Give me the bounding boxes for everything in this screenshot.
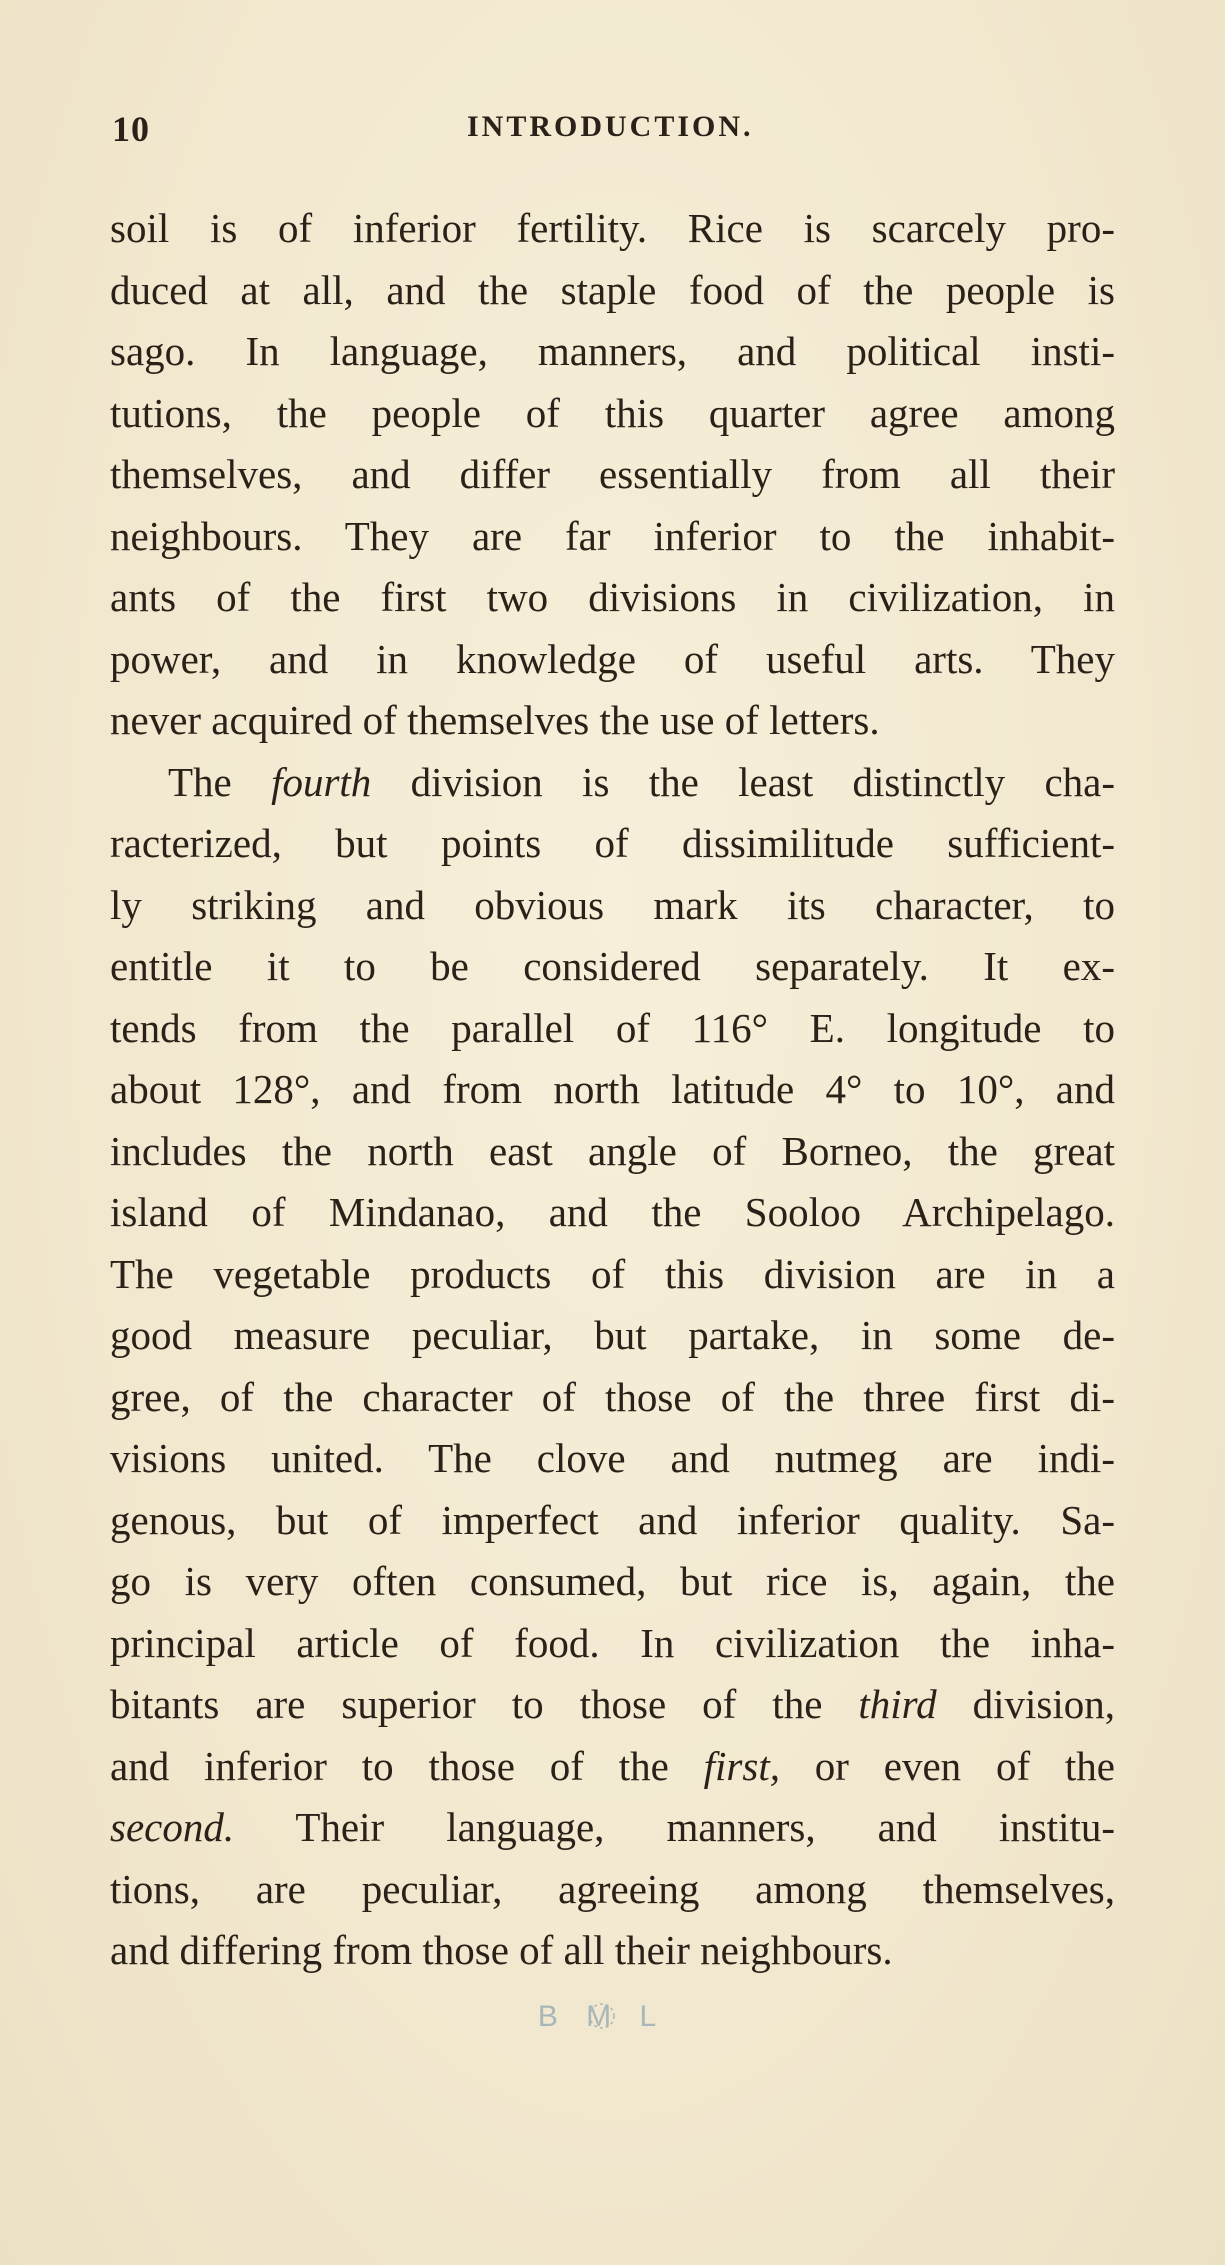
text-segment: principal article of food. In civilization the inha- bbox=[110, 1619, 1115, 1666]
italic-text: second. bbox=[110, 1804, 235, 1850]
text-segment: about 128°, and from north latitude 4° to 10°, and bbox=[110, 1066, 1115, 1112]
text-segment: power, and in knowledge of useful arts. They bbox=[110, 635, 1115, 682]
text-segment: go is very often consumed, but rice is, again, the bbox=[110, 1558, 1115, 1604]
text-segment: tutions, the people of this quarter agree among bbox=[110, 389, 1115, 436]
text-line bbox=[110, 1674, 1115, 1736]
text-segment: division is the least distinctly cha- bbox=[371, 758, 1116, 805]
text-line bbox=[110, 1797, 1115, 1859]
text-line bbox=[110, 1182, 1115, 1244]
text-line bbox=[110, 1121, 1115, 1183]
text-segment: good measure peculiar, but partake, in some de- bbox=[110, 1312, 1115, 1358]
text-line bbox=[110, 260, 1115, 322]
text-segment: never acquired of themselves the use of letters. bbox=[110, 697, 880, 743]
italic-text: first, bbox=[703, 1742, 780, 1789]
italic-text: fourth bbox=[271, 758, 372, 805]
text-line bbox=[110, 383, 1115, 445]
running-head: INTRODUCTION. bbox=[467, 110, 754, 143]
text-segment: visions united. The clove and nutmeg are indi- bbox=[110, 1435, 1115, 1481]
text-line bbox=[110, 752, 1115, 814]
text-segment: The bbox=[168, 758, 272, 805]
text-line bbox=[110, 813, 1115, 875]
text-segment: or even of the bbox=[779, 1742, 1115, 1789]
text-segment: and differing from those of all their neighbours. bbox=[110, 1927, 893, 1973]
text-line bbox=[110, 444, 1115, 506]
text-line bbox=[110, 1736, 1115, 1798]
text-line bbox=[110, 690, 1115, 752]
text-segment: and inferior to those of the bbox=[110, 1742, 704, 1789]
text-segment: includes the north east angle of Borneo, the great bbox=[110, 1127, 1115, 1174]
text-segment: themselves, and differ essentially from all their bbox=[110, 451, 1115, 497]
text-line bbox=[110, 936, 1115, 998]
text-segment: neighbours. They are far inferior to the inhabit- bbox=[110, 512, 1115, 559]
text-segment: Their language, manners, and institu- bbox=[234, 1804, 1115, 1850]
text-segment: ants of the first two divisions in civilization, in bbox=[110, 574, 1115, 620]
text-line bbox=[110, 1613, 1115, 1675]
text-line bbox=[110, 998, 1115, 1060]
text-segment: sago. In language, manners, and political insti- bbox=[110, 328, 1115, 374]
library-stamp bbox=[527, 1978, 677, 2048]
text-segment: gree, of the character of those of the three first di- bbox=[110, 1373, 1115, 1420]
text-segment: division, bbox=[936, 1681, 1115, 1727]
page-number: 10 bbox=[112, 109, 150, 149]
text-line bbox=[110, 629, 1115, 691]
text-line bbox=[110, 1490, 1115, 1552]
text-line bbox=[110, 1059, 1115, 1121]
text-line bbox=[110, 506, 1115, 568]
text-segment: bitants are superior to those of the bbox=[110, 1681, 859, 1727]
text-line bbox=[110, 198, 1115, 260]
text-segment: ly striking and obvious mark its character, to bbox=[110, 881, 1115, 928]
text-segment: entitle it to be considered separately. It ex- bbox=[110, 943, 1115, 989]
text-segment: racterized, but points of dissimilitude sufficient- bbox=[110, 820, 1115, 866]
stamp-text: B M L bbox=[537, 2000, 667, 2033]
text-line bbox=[110, 1551, 1115, 1613]
text-line bbox=[110, 1428, 1115, 1490]
text-line bbox=[110, 567, 1115, 629]
text-line bbox=[110, 1859, 1115, 1921]
text-segment: soil is of inferior fertility. Rice is scarcely pro- bbox=[110, 205, 1115, 251]
text-line bbox=[110, 1920, 1115, 1982]
text-line bbox=[110, 321, 1115, 383]
text-line bbox=[110, 1305, 1115, 1367]
text-segment: tends from the parallel of 116° E. longitude to bbox=[110, 1004, 1115, 1051]
text-segment: duced at all, and the staple food of the people is bbox=[110, 266, 1115, 313]
text-segment: island of Mindanao, and the Sooloo Archipelago. bbox=[110, 1189, 1115, 1235]
body-text bbox=[110, 198, 1115, 1982]
page-header bbox=[112, 108, 1122, 148]
text-segment: The vegetable products of this division are in a bbox=[110, 1250, 1115, 1297]
text-line bbox=[110, 1244, 1115, 1306]
text-line bbox=[110, 875, 1115, 937]
italic-text: third bbox=[858, 1681, 937, 1727]
text-line bbox=[110, 1367, 1115, 1429]
text-segment: tions, are peculiar, agreeing among themselves, bbox=[110, 1865, 1115, 1912]
text-segment: genous, but of imperfect and inferior quality. Sa- bbox=[110, 1496, 1115, 1543]
